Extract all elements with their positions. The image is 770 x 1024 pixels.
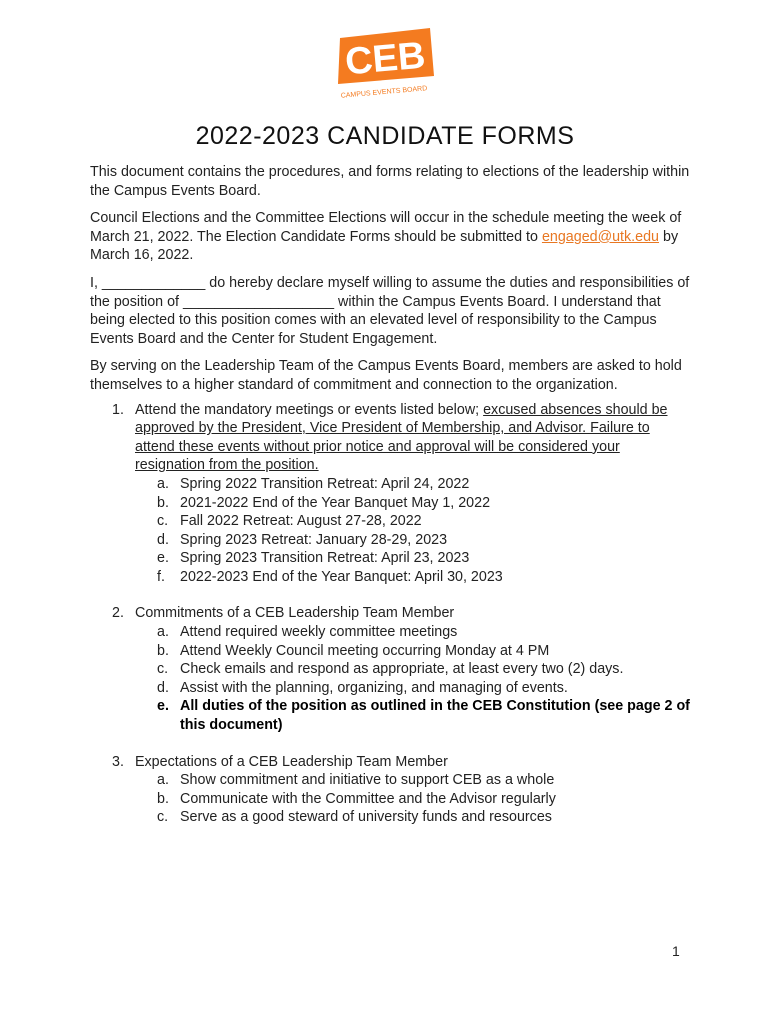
sub-item-text: Spring 2023 Transition Retreat: April 23, 2023 [180,550,470,567]
sub-item-text: Assist with the planning, organizing, and managing of events. [180,679,568,696]
sub-list-item [135,494,690,513]
sub-list-item [135,531,690,550]
item-number: 1. [112,401,124,418]
sub-item-letter: e. [157,550,169,567]
list-item [90,401,690,587]
sub-list-item [135,549,690,568]
sub-list [135,771,690,827]
serving-paragraph: By serving on the Leadership Team of the Campus Events Board, members are asked to hold themselves to a higher standard of commitment and connection to the organization. [90,358,682,393]
sub-item-letter: c. [157,661,169,678]
sub-list-item [135,568,690,587]
sub-item-text: Spring 2023 Retreat: January 28-29, 2023 [180,531,448,548]
sub-item-text: 2022-2023 End of the Year Banquet: April 30, 2023 [180,568,503,585]
sub-item-letter: a. [157,475,169,492]
sub-item-letter: d. [157,679,169,696]
sub-item-text: Attend required weekly committee meetings [180,624,458,641]
item-number: 3. [112,753,124,770]
sub-item-letter: b. [157,642,169,659]
declaration-part2: do hereby declare myself willing to assume the duties and responsibilities of the position of [90,274,690,310]
sub-list-item [135,660,690,679]
sub-item-text: Attend Weekly Council meeting occurring Monday at 4 PM [180,642,550,659]
name-blank: _____________ [101,274,206,291]
list-item [90,604,690,734]
sub-item-letter: e. [157,698,169,715]
item-text: Expectations of a CEB Leadership Team Member [135,753,448,770]
sub-list-item [135,771,690,790]
sub-item-text: Communicate with the Committee and the Advisor regularly [180,790,556,807]
item-number: 2. [112,605,124,622]
position-blank: ___________________ [183,293,335,310]
sub-list [135,475,690,587]
declaration-paragraph [90,274,690,348]
sub-item-letter: b. [157,494,169,511]
list-item [90,753,690,827]
sub-item-letter: d. [157,531,169,548]
logo-text: CEB [343,34,428,84]
sub-item-text: Spring 2022 Transition Retreat: April 24, 2022 [180,475,470,492]
email-link[interactable]: engaged@utk.edu [541,228,660,245]
document-body [90,163,690,845]
schedule-paragraph [90,209,690,265]
sub-item-letter: a. [157,772,169,789]
sub-list-item [135,790,690,809]
sub-item-letter: c. [157,809,169,826]
sub-list-item [135,679,690,698]
item-text-plain: Attend the mandatory meetings or events listed below; [135,401,484,418]
intro-paragraph: This document contains the procedures, and forms relating to elections of the leadership within the Campus Events Board. [90,164,690,199]
item-text: Commitments of a CEB Leadership Team Member [135,605,455,622]
sub-item-text: 2021-2022 End of the Year Banquet May 1, 2022 [180,494,491,511]
requirements-list [90,401,690,827]
sub-item-text: Check emails and respond as appropriate, at least every two (2) days. [180,661,624,678]
sub-list-item [135,475,690,494]
ceb-logo [332,24,436,100]
item-text-underlined: excused absences should be approved by the President, Vice President of Membership, and Advisor. Failure to attend these events without prior notice and approval will be considered your resignation from the position. [135,401,668,474]
sub-list-item [135,623,690,642]
sub-item-text: Show commitment and initiative to support CEB as a whole [180,772,555,789]
declaration-part1: I, [90,274,102,291]
sub-list-item [135,512,690,531]
logo-tagline: CAMPUS EVENTS BOARD [340,85,428,100]
sub-item-letter: f. [157,568,165,585]
sub-item-text: Fall 2022 Retreat: August 27-28, 2022 [180,513,422,530]
schedule-text-after: by March 16, 2022. [90,228,679,264]
page-title: 2022-2023 CANDIDATE FORMS [195,122,575,150]
sub-item-text: Serve as a good steward of university funds and resources [180,809,552,826]
sub-list [135,623,690,735]
page-number: 1 [672,943,680,959]
sub-list-item [135,642,690,661]
sub-item-letter: c. [157,513,169,530]
sub-item-letter: b. [157,790,169,807]
sub-item-letter: a. [157,624,169,641]
sub-list-item [135,808,690,827]
sub-item-text: All duties of the position as outlined in the CEB Constitution (see page 2 of this document) [180,698,690,734]
item-text [135,401,690,475]
schedule-text-before: Council Elections and the Committee Elections will occur in the schedule meeting the week of March 21, 2022. The Election Candidate Forms should be submitted to [90,210,682,245]
sub-list-item [135,697,690,734]
declaration-part3: within the Campus Events Board. I understand that being elected to this position comes with an elevated level of responsibility to the Campus Events Board and the Center for Student Engagement. [90,293,661,347]
